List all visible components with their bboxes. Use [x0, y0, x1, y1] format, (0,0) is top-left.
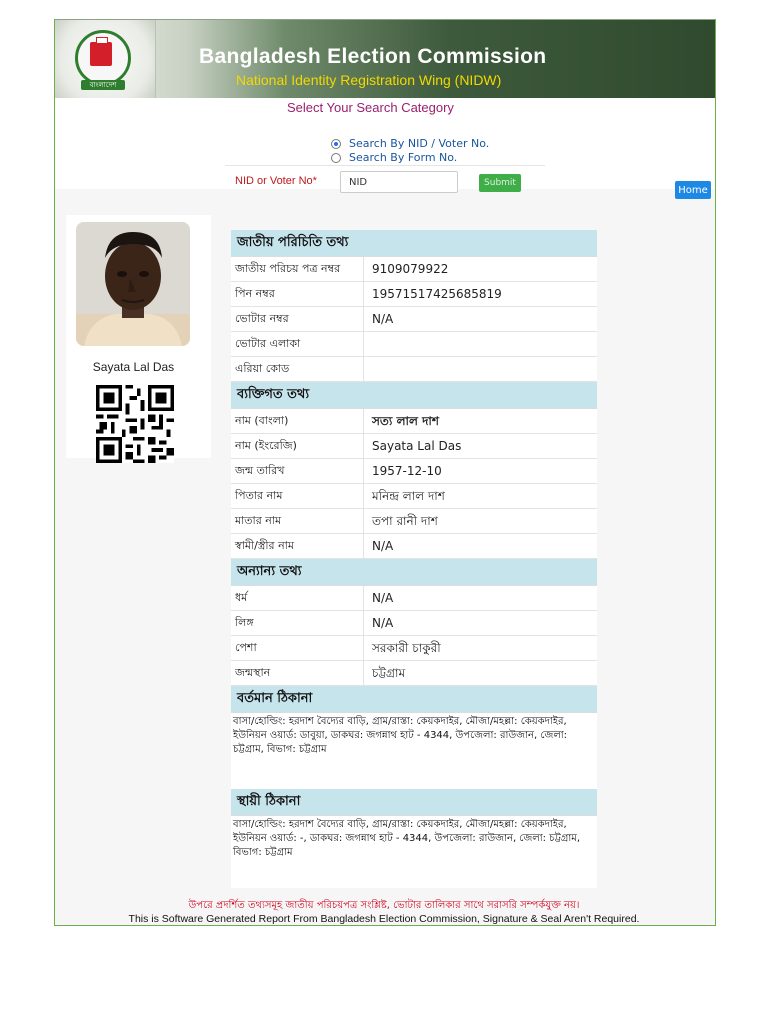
nid-field-label: NID or Voter No* — [235, 175, 317, 187]
section-heading-personal: ব্যক্তিগত তথ্য — [231, 382, 597, 409]
table-row — [231, 282, 597, 307]
qr-code-icon — [94, 385, 176, 463]
row-value: মনিন্দ্র লাল দাশ — [372, 489, 445, 503]
profile-name: Sayata Lal Das — [92, 360, 175, 374]
row-value — [364, 357, 372, 381]
profile-card — [66, 215, 211, 458]
row-label: নাম (ইংরেজি) — [231, 434, 364, 458]
table-row — [231, 661, 597, 686]
page-title: Bangladesh Election Commission — [199, 45, 547, 68]
nid-input[interactable] — [340, 171, 458, 193]
row-label: স্বামী/স্ত্রীর নাম — [231, 534, 364, 558]
row-label: পিতার নাম — [231, 484, 364, 508]
row-value: N/A — [372, 312, 394, 326]
section-heading-present-address: বর্তমান ঠিকানা — [231, 686, 597, 713]
row-label: জাতীয় পরিচয় পত্র নম্বর — [231, 257, 364, 281]
table-row — [231, 509, 597, 534]
row-label: ভোটার নম্বর — [231, 307, 364, 331]
section-heading-permanent-address: স্থায়ী ঠিকানা — [231, 789, 597, 816]
row-value: সরকারী চাকুরী — [372, 641, 441, 655]
header-banner — [55, 19, 715, 99]
row-value: N/A — [372, 616, 394, 630]
radio-search-by-form[interactable] — [331, 151, 457, 164]
table-row — [231, 459, 597, 484]
section-heading-other: অন্যান্য তথ্য — [231, 559, 597, 586]
table-row — [231, 586, 597, 611]
radio-selected-icon[interactable] — [331, 139, 341, 149]
search-panel — [55, 98, 715, 196]
section-heading-national: জাতীয় পরিচিতি তথ্য — [231, 230, 597, 257]
table-row — [231, 307, 597, 332]
row-value: সত্য লাল দাশ — [372, 414, 440, 428]
row-label: পিন নম্বর — [231, 282, 364, 306]
row-value: 9109079922 — [372, 262, 449, 276]
table-row — [231, 257, 597, 282]
table-row — [231, 636, 597, 661]
table-row — [231, 534, 597, 559]
row-label: পেশা — [231, 636, 364, 660]
row-label: নাম (বাংলা) — [231, 409, 364, 433]
row-value: তপা রানী দাশ — [372, 514, 438, 528]
row-value: N/A — [372, 591, 394, 605]
ballot-box-icon — [90, 42, 112, 66]
row-value: 1957-12-10 — [372, 464, 442, 478]
profile-photo — [76, 222, 190, 346]
table-row — [231, 484, 597, 509]
submit-button[interactable]: Submit — [479, 174, 521, 192]
radio-label-form: Search By Form No. — [349, 151, 458, 164]
table-row — [231, 611, 597, 636]
radio-unselected-icon[interactable] — [331, 153, 341, 163]
row-label: মাতার নাম — [231, 509, 364, 533]
table-row — [231, 332, 597, 357]
home-button[interactable]: Home — [675, 181, 711, 199]
table-row — [231, 434, 597, 459]
info-table — [231, 230, 597, 888]
permanent-address-text: বাসা/হোল্ডিং: হরদাশ বৈদ্যের বাড়ি, গ্রাম/রাস্তা: কেয়কদাইর, মৌজা/মহল্লা: কেয়কদাইর, ইউনিয়ন ওয়ার্ড: -, ডাকঘর: জগন্নাথ হাট - 4344, উপজেলা: রাউজান, জেলা: চট্টগ্রাম, বিভাগ: চট্টগ্রাম — [231, 816, 597, 888]
page-subtitle: National Identity Registration Wing (NIDW) — [236, 72, 502, 88]
row-label: লিঙ্গ — [231, 611, 364, 635]
radio-search-by-nid[interactable] — [331, 137, 489, 150]
row-value: চট্টগ্রাম — [372, 666, 406, 680]
radio-label-nid: Search By NID / Voter No. — [349, 137, 490, 150]
present-address-text: বাসা/হোল্ডিং: হরদাশ বৈদ্যের বাড়ি, গ্রাম/রাস্তা: কেয়কদাইর, মৌজা/মহল্লা: কেয়কদাইর, ইউনিয়ন ওয়ার্ড: ডাবুয়া, ডাকঘর: জগন্নাথ হাট - 4344, উপজেলা: রাউজান, জেলা: চট্টগ্রাম, বিভাগ: চট্টগ্রাম — [231, 713, 597, 789]
table-row — [231, 357, 597, 382]
search-divider — [225, 165, 545, 166]
row-value — [364, 332, 372, 356]
footer-note-english: This is Software Generated Report From Bangladesh Election Commission, Signature & Seal Aren't Required. — [128, 913, 640, 925]
table-row — [231, 409, 597, 434]
search-category-heading: Select Your Search Category — [287, 100, 454, 115]
row-value: 19571517425685819 — [372, 287, 502, 301]
row-value: N/A — [372, 539, 394, 553]
row-label: এরিয়া কোড — [231, 357, 364, 381]
commission-logo — [55, 20, 156, 98]
row-label: জন্মস্থান — [231, 661, 364, 685]
footer-note-bangla: উপরে প্রদর্শিত তথ্যসমূহ জাতীয় পরিচয়পত্র সংশ্লিষ্ট, ভোটার তালিকার সাথে সরাসরি সম্পর্কযুক্ত নয়। — [188, 900, 580, 911]
row-value: Sayata Lal Das — [372, 439, 462, 453]
row-label: জন্ম তারিখ — [231, 459, 364, 483]
row-label: ধর্ম — [231, 586, 364, 610]
row-label: ভোটার এলাকা — [231, 332, 364, 356]
logo-ribbon: বাংলাদেশ — [81, 80, 125, 90]
